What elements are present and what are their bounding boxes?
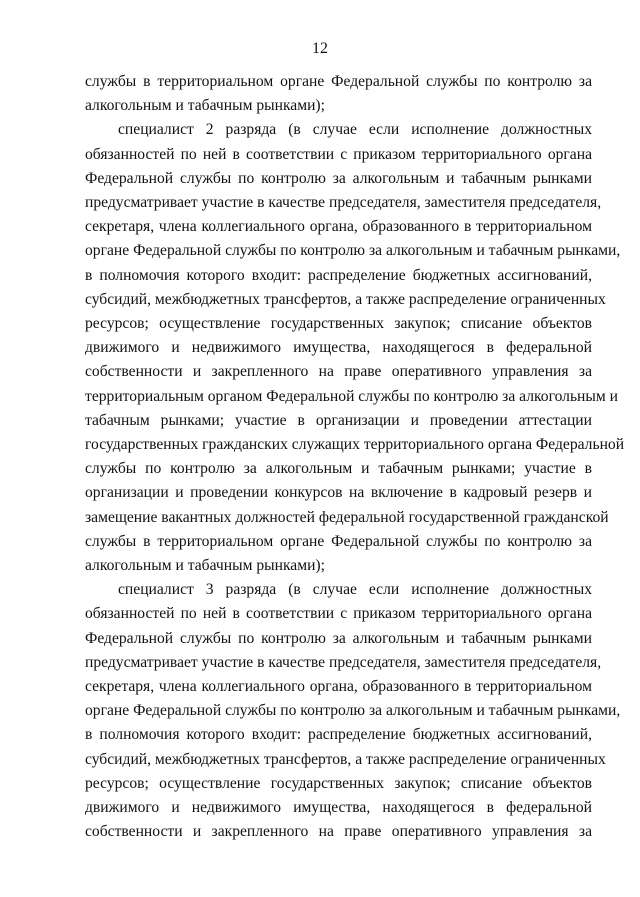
text-line: алкогольным и табачным рынками); bbox=[85, 97, 325, 115]
text-line: службы по контролю за алкогольным и табачным рынками; участие в bbox=[85, 460, 592, 478]
text-line: службы в территориальном органе Федеральной службы по контролю за bbox=[85, 73, 592, 90]
text-line: ресурсов; осуществление государственных закупок; списание объектов bbox=[85, 774, 592, 792]
text-line: табачным рынками; участие в организации и проведении аттестации bbox=[85, 411, 592, 429]
text-line: специалист 2 разряда (в случае если исполнение должностных bbox=[118, 121, 592, 139]
text-line: обязанностей по ней в соответствии с приказом территориального органа bbox=[85, 605, 592, 623]
text-line: субсидий, межбюджетных трансфертов, а также распределение ограниченных bbox=[85, 290, 606, 308]
text-line: специалист 3 разряда (в случае если исполнение должностных bbox=[118, 581, 592, 599]
text-line: Федеральной службы по контролю за алкогольным и табачным рынками bbox=[85, 629, 592, 647]
text-line: в полномочия которого входит: распределение бюджетных ассигнований, bbox=[85, 726, 592, 744]
text-line: службы в территориальном органе Федеральной службы по контролю за bbox=[85, 532, 592, 550]
text-line: предусматривает участие в качестве председателя, заместителя председателя, bbox=[85, 194, 602, 211]
text-line: собственности и закрепленного на праве оперативного управления за bbox=[85, 363, 592, 381]
text-line: ресурсов; осуществление государственных закупок; списание объектов bbox=[85, 315, 592, 332]
text-line: государственных гражданских служащих территориального органа Федеральной bbox=[85, 436, 625, 453]
text-line: органе Федеральной службы по контролю за алкогольным и табачным рынками, bbox=[85, 702, 621, 720]
text-line: замещение вакантных должностей федеральной государственной гражданской bbox=[85, 508, 609, 526]
text-line: движимого и недвижимого имущества, находящегося в федеральной bbox=[85, 339, 592, 357]
text-line: алкогольным и табачным рынками); bbox=[85, 557, 325, 574]
page-number: 12 bbox=[312, 40, 328, 57]
text-line: территориальным органом Федеральной службы по контролю за алкогольным и bbox=[85, 387, 618, 405]
text-line: секретаря, члена коллегиального органа, образованного в территориальном bbox=[85, 678, 592, 695]
text-line: собственности и закрепленного на праве оперативного управления за bbox=[85, 823, 592, 841]
text-line: предусматривает участие в качестве председателя, заместителя председателя, bbox=[85, 653, 602, 671]
text-line: субсидий, межбюджетных трансфертов, а также распределение ограниченных bbox=[85, 750, 606, 768]
text-line: обязанностей по ней в соответствии с приказом территориального органа bbox=[85, 145, 592, 163]
text-line: организации и проведении конкурсов на включение в кадровый резерв и bbox=[85, 484, 592, 502]
text-line: в полномочия которого входит: распределение бюджетных ассигнований, bbox=[85, 266, 592, 284]
text-line: органе Федеральной службы по контролю за алкогольным и табачным рынками, bbox=[85, 242, 621, 260]
text-line: движимого и недвижимого имущества, находящегося в федеральной bbox=[85, 799, 592, 816]
text-line: Федеральной службы по контролю за алкогольным и табачным рынками bbox=[85, 169, 592, 187]
text-line: секретаря, члена коллегиального органа, образованного в территориальном bbox=[85, 218, 592, 236]
